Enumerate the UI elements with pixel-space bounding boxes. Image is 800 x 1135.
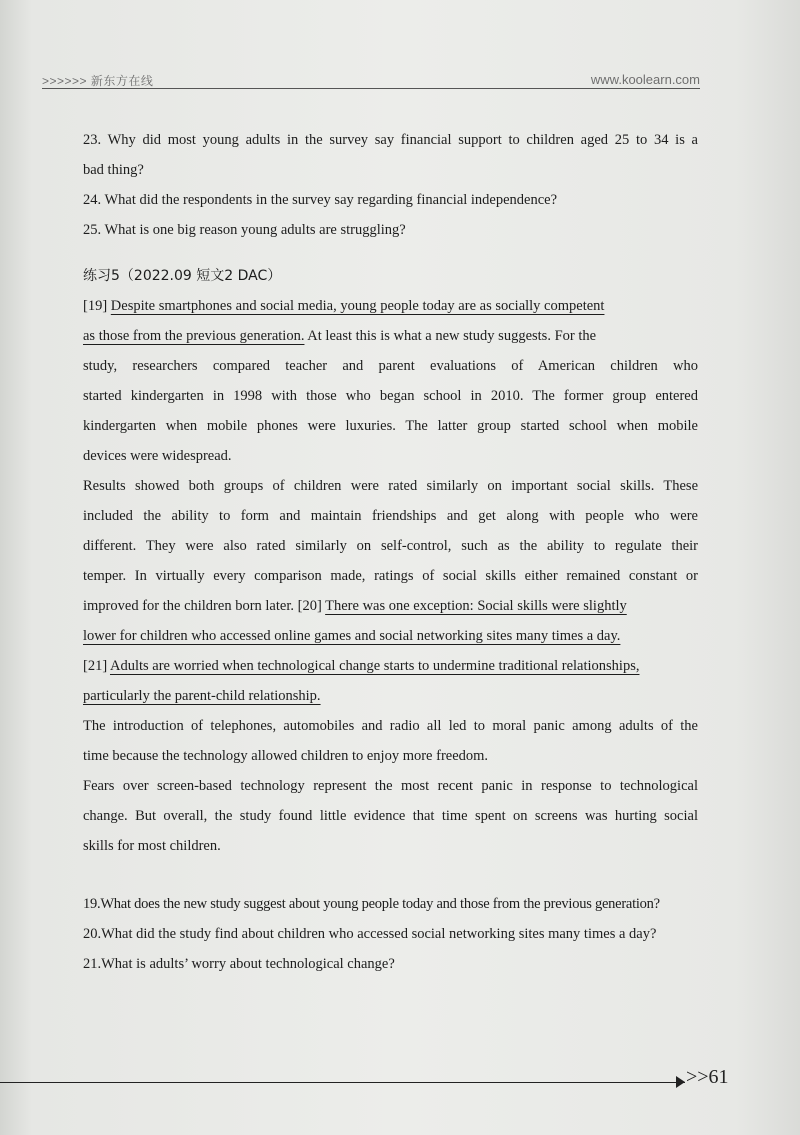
passage-line: as those from the previous generation. At least this is what a new study suggests. For the — [83, 328, 597, 344]
passage-line: different. They were also rated similarly on self-control, such as the ability to regulate their — [83, 538, 698, 554]
arrow-icon — [676, 1076, 685, 1088]
marker-21: [21] — [83, 658, 110, 674]
question-24: 24. What did the respondents in the survey say regarding financial independence? — [83, 192, 558, 208]
passage-line: Fears over screen-based technology represent the most recent panic in response to technological — [83, 778, 698, 794]
underlined-sentence: particularly the parent-child relationship. — [83, 688, 321, 704]
question-21: 21.What is adults’ worry about technological change? — [83, 956, 395, 972]
passage-line: Results showed both groups of children were rated similarly on important social skills. These — [83, 478, 698, 494]
passage-line: improved for the children born later. [20] There was one exception: Social skills were slightly — [83, 598, 627, 614]
header-brand: >>>>>> 新东方在线 — [42, 74, 154, 88]
section-title: 练习5（2022.09 短文2 DAC） — [83, 268, 282, 284]
passage-line: time because the technology allowed children to enjoy more freedom. — [83, 748, 489, 764]
page-number: >>61 — [686, 1066, 729, 1088]
passage-line — [83, 291, 698, 321]
passage-line: study, researchers compared teacher and parent evaluations of American children who — [83, 358, 698, 374]
header-website: www.koolearn.com — [590, 72, 700, 87]
passage-line: started kindergarten in 1998 with those who began school in 2010. The former group entered — [83, 388, 698, 404]
passage-line: change. But overall, the study found little evidence that time spent on screens was hurting social — [83, 808, 698, 824]
page-header — [42, 70, 700, 89]
passage-line — [83, 681, 698, 711]
underlined-sentence: Adults are worried when technological change starts to undermine traditional relationships, — [109, 658, 640, 674]
passage-line: The introduction of telephones, automobiles and radio all led to moral panic among adults of the — [83, 718, 698, 734]
passage-line: kindergarten when mobile phones were luxuries. The latter group started school when mobile — [83, 418, 698, 434]
underlined-sentence: Despite smartphones and social media, young people today are as socially competent — [110, 298, 605, 314]
underlined-sentence: lower for children who accessed online games and social networking sites many times a day. — [83, 628, 621, 644]
question-23-line-1: 23. Why did most young adults in the survey say financial support to children aged 25 to 34 is a — [83, 132, 698, 148]
question-25: 25. What is one big reason young adults are struggling? — [83, 222, 406, 238]
question-23-line-2: bad thing? — [83, 162, 144, 178]
underlined-sentence: as those from the previous generation. — [83, 328, 305, 344]
underlined-sentence: There was one exception: Social skills were slightly — [325, 598, 627, 614]
passage-line: temper. In virtually every comparison made, ratings of social skills either remained constant or — [83, 568, 698, 584]
page-content — [83, 125, 698, 979]
passage-line: skills for most children. — [83, 838, 221, 854]
passage-line — [83, 621, 698, 651]
footer-rule — [0, 1082, 685, 1083]
passage-line: devices were widespread. — [83, 448, 232, 464]
passage-line — [83, 651, 698, 681]
question-20: 20.What did the study find about children who accessed social networking sites many times a day? — [83, 926, 657, 942]
question-19: 19.What does the new study suggest about young people today and those from the previous generation? — [83, 896, 660, 912]
marker-19: [19] — [83, 298, 111, 314]
passage-line: included the ability to form and maintain friendships and get along with people who were — [83, 508, 698, 524]
